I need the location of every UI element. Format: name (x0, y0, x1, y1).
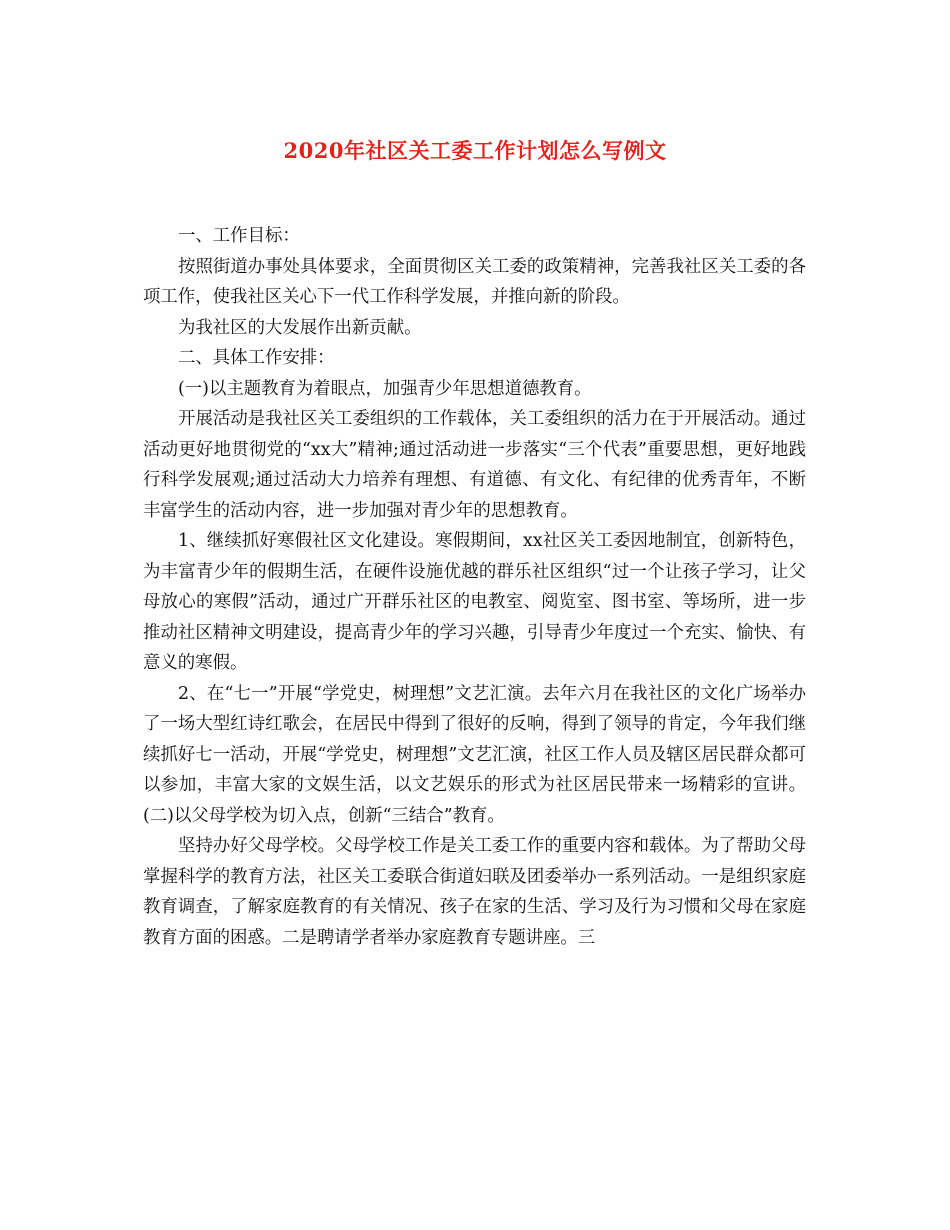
paragraph-contribution: 为我社区的大发展作出新贡献。 (178, 317, 422, 338)
paragraph-parent-school: 坚持办好父母学校。父母学校工作是关工委工作的重要内容和载体。为了帮助父母掌握科学的教育方法，社区关工委联合街道妇联及团委举办一系列活动。一是组织家庭教育调查，了解家庭教育的有关情况、孩子在家的生活、学习及行为习惯和父母在家庭教育方面的困惑。二是聘请学者举办家庭教育专题讲座。三 (143, 836, 806, 948)
paragraph-july-first-show: 2、在“七一”开展“学党史，树理想”文艺汇演。去年六月在我社区的文化广场举办了一场大型红诗红歌会，在居民中得到了很好的反响，得到了领导的肯定，今年我们继续抓好七一活动，开展“学党史，树理想”文艺汇演，社区工作人员及辖区居民群众都可以参加，丰富大家的文娱生活，以文艺娱乐的形式为社区居民带来一场精彩的宣讲。(二)以父母学校为切入点，创新“三结合”教育。 (143, 683, 806, 826)
document-title: 2020年社区关工委工作计划怎么写例文 (283, 138, 667, 163)
paragraph-activities: 开展活动是我社区关工委组织的工作载体，关工委组织的活力在于开展活动。通过活动更好地贯彻党的“xx大”精神;通过活动进一步落实“三个代表”重要思想，更好地践行科学发展观;通过活动大力培养有理想、有道德、有文化、有纪律的优秀青年，不断丰富学生的活动内容，进一步加强对青少年的思想教育。 (143, 409, 806, 521)
paragraph-section-one-heading: (一)以主题教育为着眼点，加强青少年思想道德教育。 (178, 378, 592, 399)
document-body (143, 221, 806, 953)
paragraph-work-goal: 按照街道办事处具体要求，全面贯彻区关工委的政策精神，完善我社区关工委的各项工作，使我社区关心下一代工作科学发展，并推向新的阶段。 (143, 256, 806, 307)
paragraph-winter-culture: 1、继续抓好寒假社区文化建设。寒假期间，xx社区关工委因地制宜，创新特色，为丰富青少年的假期生活，在硬件设施优越的群乐社区组织“过一个让孩子学习，让父母放心的寒假”活动，通过广开群乐社区的电教室、阅览室、图书室、等场所，进一步推动社区精神文明建设，提高青少年的学习兴趣，引导青少年度过一个充实、愉快、有意义的寒假。 (143, 531, 806, 673)
paragraph-arrangement-heading: 二、具体工作安排： (178, 348, 335, 368)
paragraph-work-goal-heading: 一、工作目标： (178, 226, 300, 246)
